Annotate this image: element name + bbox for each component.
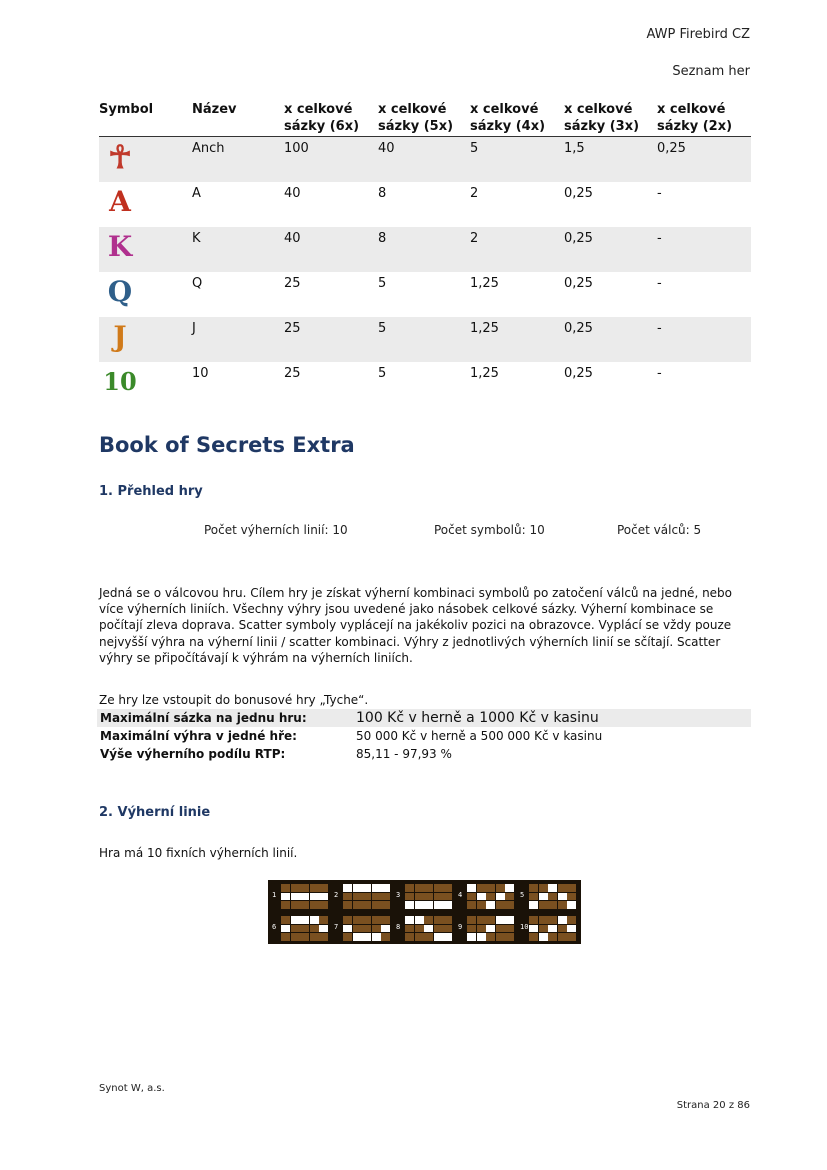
payline-cell [362,933,371,941]
payline-cell [477,933,486,941]
info-label: Výše výherního podílu RTP: [100,747,286,761]
row-x6: 40 [284,186,301,201]
row-x4: 2 [470,186,479,201]
payline-cell [300,901,309,909]
row-x4: 1,25 [470,276,499,291]
payline-cell [567,901,576,909]
info-row-max-bet [97,709,751,727]
row-x3: 0,25 [564,227,657,272]
payline-cell [496,933,505,941]
payline-cell [310,884,319,892]
payline-cell [539,933,548,941]
payline-cell [362,916,371,924]
game-title: Book of Secrets Extra [99,433,355,457]
payline-cell [381,925,390,933]
payline-cell [319,925,328,933]
payline-cell [353,901,362,909]
payline-cell [405,933,414,941]
payline-cell [362,901,371,909]
payline-cell [529,901,538,909]
paytable-header-row [99,101,751,137]
payline-cell [567,933,576,941]
payline-cell [539,925,548,933]
payline-cell [424,916,433,924]
game-info-table [97,709,751,763]
payline-cell [415,884,424,892]
stat-symbols: Počet symbolů: 10 [434,523,545,537]
payline-cell [291,884,300,892]
payline-cell [443,933,452,941]
payline-cell [434,933,443,941]
payline-cell [424,884,433,892]
payline-cell [415,901,424,909]
payline-cell [372,884,381,892]
payline-cell [281,925,290,933]
payline-7 [332,914,392,944]
row-x5: 5 [378,366,387,381]
col-header-name: Název [192,101,284,137]
payline-cell [300,933,309,941]
payline-cell [343,925,352,933]
payline-cell [415,916,424,924]
payline-cell [353,933,362,941]
payline-cell [372,901,381,909]
row-x6: 25 [284,276,301,291]
payline-cell [567,893,576,901]
payline-cell [548,933,557,941]
row-x5: 8 [378,227,470,272]
payline-cell [319,916,328,924]
info-label: Maximální sázka na jednu hru: [100,711,307,725]
payline-cell [467,925,476,933]
payline-cell [505,933,514,941]
payline-cell [548,916,557,924]
col-header-4x: x celkové sázky (4x) [470,101,564,137]
payline-cell [381,884,390,892]
payline-cell [319,893,328,901]
payline-cell [372,933,381,941]
row-x2: - [657,227,751,272]
payline-cell [319,933,328,941]
payline-cell [415,893,424,901]
payline-cell [529,884,538,892]
number-10-icon: 10 [103,367,137,396]
row-x6: 40 [284,227,378,272]
footer-company: Synot W, a.s. [99,1083,165,1094]
payline-5 [518,882,578,912]
row-x2: - [657,186,662,201]
payline-cell [343,884,352,892]
payline-cell [291,933,300,941]
col-header-symbol: Symbol [99,101,192,137]
payline-cell [529,916,538,924]
payline-cell [343,893,352,901]
payline-cell [415,933,424,941]
payline-number: 3 [396,891,401,899]
payline-cell [539,893,548,901]
payline-10 [518,914,578,944]
payline-cell [486,901,495,909]
payline-cell [415,925,424,933]
header-section: Seznam her [672,64,750,79]
payline-cell [505,925,514,933]
payline-cell [529,925,538,933]
table-row [99,227,751,272]
row-x2: - [657,366,662,381]
payline-cell [300,893,309,901]
payline-number: 4 [458,891,463,899]
info-value: 50 000 Kč v herně a 500 000 Kč v kasinu [356,729,603,743]
payline-cell [281,893,290,901]
col-header-2x: x celkové sázky (2x) [657,101,751,137]
payline-cell [443,893,452,901]
payline-cell [467,916,476,924]
payline-cell [567,916,576,924]
payline-cell [434,884,443,892]
payline-1 [270,882,330,912]
payline-cell [496,893,505,901]
game-description: Jedná se o válcovou hru. Cílem hry je získat výherní kombinaci symbolů po zatočení válců na jedné, nebo více výherních liniích. Všechny výhry jsou uvedené jako násobek celkové sázky. Výherní kombinace se počítají zleva doprava. Scatter symboly vyplácejí na jakékoliv pozici na obrazovce. Vyplácí se vždy pouze nejvyšší výhra na výherní linii / scatter kombinaci. Výhry z jednotlivých výherních linií se sčítají. Scatter výhry se připočítávají k výhrám na výherních liniích. [99,586,733,665]
payline-cell [319,901,328,909]
payline-cell [558,884,567,892]
payline-cell [558,925,567,933]
payline-cell [291,916,300,924]
row-x6: 100 [284,137,378,183]
row-x4: 5 [470,137,564,183]
payline-cell [281,933,290,941]
payline-cell [477,925,486,933]
payline-cell [291,925,300,933]
bonus-text: Ze hry lze vstoupit do bonusové hry „Tyche“. [99,693,369,707]
payline-9 [456,914,516,944]
row-x6: 25 [284,317,378,362]
payline-cell [434,901,443,909]
payline-8 [394,914,454,944]
payline-cell [486,933,495,941]
letter-a-icon: A [109,185,131,218]
payline-cell [529,893,538,901]
payline-cell [310,933,319,941]
row-x3: 0,25 [564,276,593,291]
payline-cell [496,916,505,924]
payline-cell [353,925,362,933]
payline-cell [558,901,567,909]
payline-cell [434,925,443,933]
letter-q-icon: Q [107,275,133,308]
table-row [99,137,751,183]
payline-cell [353,884,362,892]
row-x4: 1,25 [470,366,499,381]
payline-cell [443,916,452,924]
payline-cell [434,893,443,901]
payline-cell [291,893,300,901]
payline-cell [424,933,433,941]
col-header-5x: x celkové sázky (5x) [378,101,470,137]
overview-heading: 1. Přehled hry [99,484,203,499]
payline-number: 2 [334,891,339,899]
payline-cell [424,925,433,933]
payline-cell [558,916,567,924]
payline-cell [405,884,414,892]
payline-cell [381,916,390,924]
payline-cell [381,933,390,941]
row-x2: - [657,276,662,291]
payline-cell [310,916,319,924]
payline-cell [310,893,319,901]
payline-cell [353,916,362,924]
payline-cell [477,893,486,901]
payline-cell [372,893,381,901]
payline-cell [300,884,309,892]
stat-reels: Počet válců: 5 [617,523,702,537]
stat-lines: Počet výherních linií: 10 [204,523,348,537]
letter-k-icon: K [107,230,133,263]
table-row [99,317,751,362]
payline-cell [467,884,476,892]
payline-cell [372,916,381,924]
payline-3 [394,882,454,912]
payline-cell [310,925,319,933]
payline-number: 8 [396,923,401,931]
payline-cell [405,925,414,933]
row-x3: 0,25 [564,186,593,201]
row-name: J [192,317,284,362]
table-row [99,182,751,227]
payline-cell [496,925,505,933]
row-name: Q [192,276,203,291]
ankh-icon: ☥ [108,138,132,176]
letter-j-icon: J [113,320,127,353]
payline-cell [353,893,362,901]
info-row-max-win [97,727,751,745]
payline-cell [405,901,414,909]
table-row [99,362,751,407]
payline-cell [486,884,495,892]
payline-cell [443,901,452,909]
payline-cell [434,916,443,924]
payline-cell [291,901,300,909]
col-header-6x: x celkové sázky (6x) [284,101,378,137]
payline-cell [372,925,381,933]
payline-number: 6 [272,923,277,931]
payline-cell [467,893,476,901]
payline-cell [548,901,557,909]
payline-cell [281,901,290,909]
payline-cell [343,901,352,909]
payline-cell [486,893,495,901]
paylines-diagram [268,880,581,944]
payline-cell [477,901,486,909]
payline-cell [539,916,548,924]
row-x4: 2 [470,227,564,272]
payline-cell [424,901,433,909]
payline-cell [300,925,309,933]
payline-2 [332,882,392,912]
payline-cell [405,916,414,924]
row-x5: 5 [378,317,470,362]
payline-number: 9 [458,923,463,931]
col-header-3x: x celkové sázky (3x) [564,101,657,137]
payline-cell [362,884,371,892]
row-x5: 40 [378,137,470,183]
footer-page-number: Strana 20 z 86 [676,1100,750,1111]
paylines-text: Hra má 10 fixních výherních linií. [99,846,298,860]
paylines-heading: 2. Výherní linie [99,805,211,820]
header-company: AWP Firebird CZ [646,27,750,42]
payline-cell [424,893,433,901]
payline-cell [362,893,371,901]
payline-cell [343,916,352,924]
table-row [99,272,751,317]
payline-cell [505,884,514,892]
row-x5: 5 [378,276,387,291]
payline-number: 7 [334,923,339,931]
payline-6 [270,914,330,944]
payline-cell [539,901,548,909]
payline-cell [405,893,414,901]
payline-cell [467,933,476,941]
info-row-rtp [97,745,751,763]
row-x5: 8 [378,186,387,201]
payline-cell [477,916,486,924]
row-x2: - [657,317,751,362]
payline-cell [300,916,309,924]
paytable [99,101,751,407]
payline-cell [558,893,567,901]
payline-cell [477,884,486,892]
payline-number: 1 [272,891,277,899]
payline-cell [343,933,352,941]
payline-cell [486,916,495,924]
payline-cell [567,884,576,892]
payline-cell [443,925,452,933]
info-value: 100 Kč v herně a 1000 Kč v kasinu [356,710,599,726]
payline-cell [496,901,505,909]
row-x6: 25 [284,366,301,381]
row-x3: 0,25 [564,366,593,381]
row-name: 10 [192,366,209,381]
row-x3: 0,25 [564,317,657,362]
payline-cell [443,884,452,892]
payline-cell [362,925,371,933]
row-x2: 0,25 [657,137,751,183]
payline-4 [456,882,516,912]
info-value: 85,11 - 97,93 % [356,747,452,761]
payline-cell [310,901,319,909]
payline-cell [505,901,514,909]
payline-cell [548,925,557,933]
payline-cell [381,893,390,901]
row-name: Anch [192,137,284,183]
payline-cell [529,933,538,941]
payline-cell [381,901,390,909]
payline-cell [505,893,514,901]
payline-cell [567,925,576,933]
row-name: K [192,227,284,272]
payline-cell [558,933,567,941]
payline-number: 5 [520,891,525,899]
payline-cell [281,916,290,924]
payline-cell [486,925,495,933]
payline-cell [548,884,557,892]
row-x4: 1,25 [470,317,564,362]
payline-cell [496,884,505,892]
payline-number: 10 [520,923,529,931]
payline-cell [319,884,328,892]
payline-cell [281,884,290,892]
payline-cell [539,884,548,892]
payline-cell [505,916,514,924]
row-x3: 1,5 [564,137,657,183]
payline-cell [548,893,557,901]
row-name: A [192,186,201,201]
info-label: Maximální výhra v jedné hře: [100,729,297,743]
payline-cell [467,901,476,909]
